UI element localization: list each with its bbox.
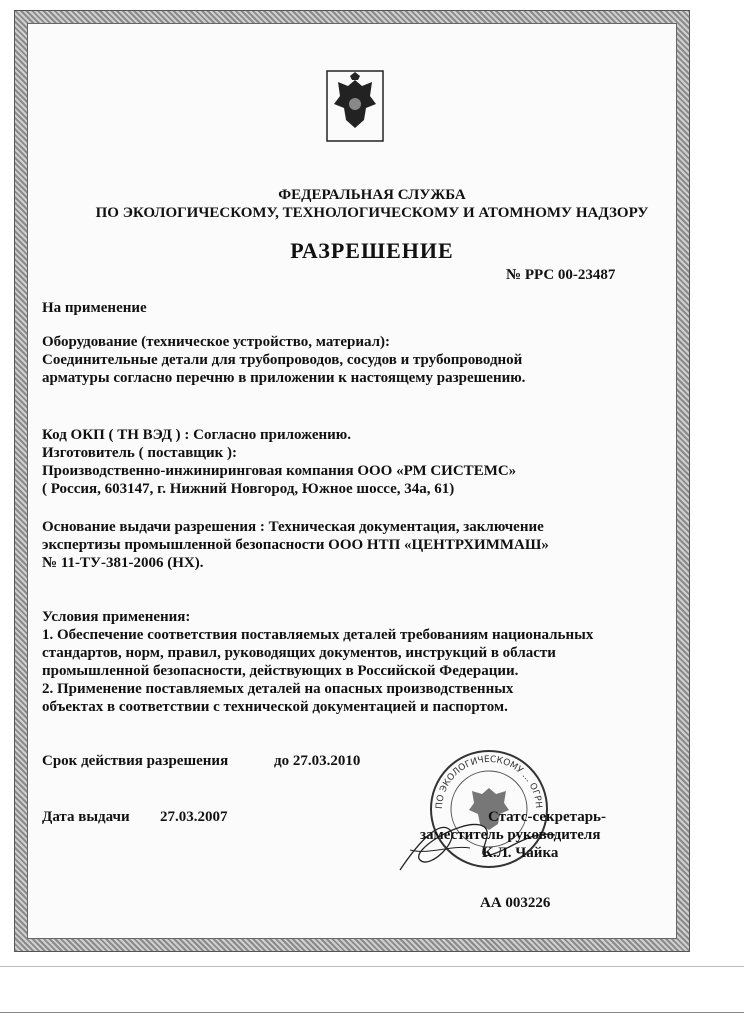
conditions-label: Условия применения: <box>42 609 191 625</box>
condition-1-line-3: промышленной безопасности, действующих в Российской Федерации. <box>42 663 519 679</box>
issue-date-value: 27.03.2007 <box>160 809 228 825</box>
equipment-label: Оборудование (техническое устройство, материал): <box>42 334 391 350</box>
validity-value: до 27.03.2010 <box>274 753 361 769</box>
condition-2-line-2: объектах в соответствии с технической документацией и паспортом. <box>42 699 508 715</box>
basis-line-2: экспертизы промышленной безопасности ООО НТП «ЦЕНТРХИММАШ» <box>42 537 549 553</box>
validity-label: Срок действия разрешения <box>42 753 229 769</box>
signer-title-line-1: Статс-секретарь- <box>488 809 606 825</box>
equipment-line-2: арматуры согласно перечню в приложении к настоящему разрешению. <box>42 370 526 386</box>
scan-edge-line-bottom <box>0 1012 744 1013</box>
basis-line-3: № 11-ТУ-381-2006 (НХ). <box>42 555 204 571</box>
equipment-line-1: Соединительные детали для трубопроводов, сосудов и трубопроводной <box>42 352 523 368</box>
condition-2-line-1: 2. Применение поставляемых деталей на опасных производственных <box>42 681 514 697</box>
coat-of-arms-emblem <box>326 70 384 142</box>
manufacturer-name: Производственно-инжиниринговая компания ООО «РМ СИСТЕМС» <box>42 463 517 479</box>
purpose: На применение <box>42 300 147 316</box>
scan-edge-line <box>0 966 744 967</box>
signer-title-line-2: заместитель руководителя <box>420 827 601 843</box>
okp-code: Код ОКП ( ТН ВЭД ) : Согласно приложению. <box>42 427 351 443</box>
stamp-text: ПО ЭКОЛОГИЧЕСКОМУ ... ОГРН <box>434 754 544 810</box>
signer-name: К.Л. Чайка <box>482 845 559 861</box>
condition-1-line-2: стандартов, норм, правил, руководящих документов, инструкций в области <box>42 645 556 661</box>
basis-line-1: Основание выдачи разрешения : Техническая документация, заключение <box>42 519 544 535</box>
document-title: РАЗРЕШЕНИЕ <box>290 238 454 263</box>
manufacturer-address: ( Россия, 603147, г. Нижний Новгород, Южное шоссе, 34а, 61) <box>42 481 455 497</box>
agency-line-2: ПО ЭКОЛОГИЧЕСКОМУ, ТЕХНОЛОГИЧЕСКОМУ И АТОМНОМУ НАДЗОРУ <box>95 205 649 221</box>
form-number: АА 003226 <box>480 895 551 911</box>
document-number: № РРС 00-23487 <box>506 267 616 283</box>
issue-date-label: Дата выдачи <box>42 809 130 825</box>
agency-line-1: ФЕДЕРАЛЬНАЯ СЛУЖБА <box>278 187 466 203</box>
condition-1-line-1: 1. Обеспечение соответствия поставляемых деталей требованиям национальных <box>42 627 594 643</box>
manufacturer-label: Изготовитель ( поставщик ): <box>42 445 237 461</box>
